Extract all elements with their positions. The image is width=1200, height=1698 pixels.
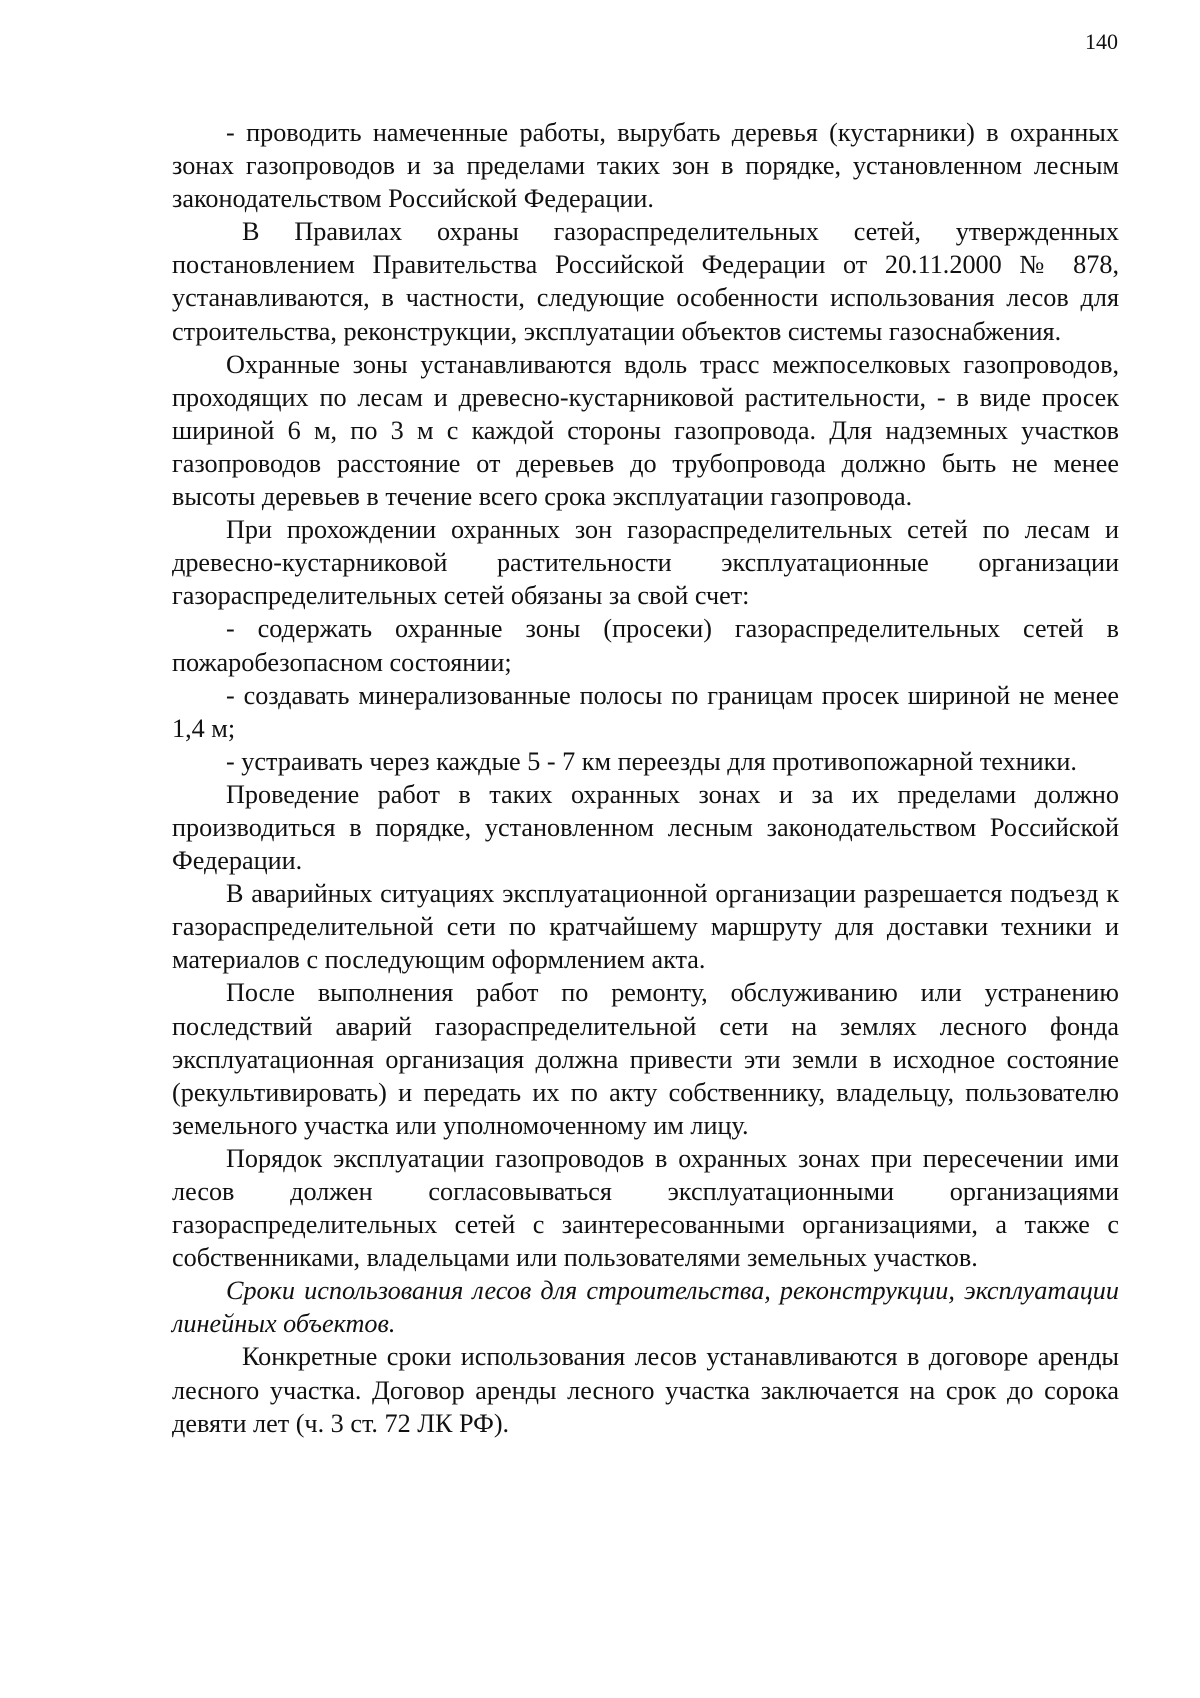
page-number: 140 bbox=[1085, 29, 1118, 54]
paragraph-operator-obligations: При прохождении охранных зон газораспределительных сетей по лесам и древесно-кустарниковой растительности эксплуатационные организации газораспределительных сетей обязаны за свой счет: bbox=[172, 515, 1119, 611]
document-body bbox=[172, 116, 1119, 1440]
paragraph-operation-coordination: Порядок эксплуатации газопроводов в охранных зонах при пересечении ими лесов должен согласовываться эксплуатационными организациями газораспределительных сетей с заинтересованными организациями, а также с собственниками, владельцами или пользователями земельных участков. bbox=[172, 1143, 1119, 1273]
paragraph-bullet-fire-safety: - содержать охранные зоны (просеки) газораспределительных сетей в пожаробезопасном состоянии; bbox=[172, 614, 1119, 677]
section-heading-terms: Сроки использования лесов для строительства, реконструкции, эксплуатации линейных объектов. bbox=[172, 1276, 1119, 1339]
paragraph-bullet-crossings: - устраивать через каждые 5 - 7 км переезды для противопожарной техники. bbox=[226, 746, 1077, 776]
paragraph-recultivation: После выполнения работ по ремонту, обслуживанию или устранению последствий аварий газораспределительной сети на землях лесного фонда эксплуатационная организация должна привести эти земли в исходное состояние (рекультивировать) и передать их по акту собственнику, владельцу, пользователю земельного участка или уполномоченному им лицу. bbox=[172, 978, 1119, 1140]
paragraph-bullet-works: - проводить намеченные работы, вырубать деревья (кустарники) в охранных зонах газопроводов и за пределами таких зон в порядке, установленном лесным законодательством Российской Федерации. bbox=[172, 118, 1119, 214]
paragraph-bullet-mineralized-strips: - создавать минерализованные полосы по границам просек шириной не менее 1,4 м; bbox=[172, 680, 1119, 743]
paragraph-lease-terms: Конкретные сроки использования лесов устанавливаются в договоре аренды лесного участка. Договор аренды лесного участка заключается на срок до сорока девяти лет (ч. 3 ст. 72 ЛК РФ). bbox=[172, 1342, 1119, 1438]
paragraph-works-procedure: Проведение работ в таких охранных зонах и за их пределами должно производиться в порядке, установленном лесным законодательством Российской Федерации. bbox=[172, 779, 1119, 876]
paragraph-protection-zones: Охранные зоны устанавливаются вдоль трасс межпоселковых газопроводов, проходящих по лесам и древесно-кустарниковой растительности, - в виде просек шириной 6 м, по 3 м с каждой стороны газопровода. Для надземных участков газопроводов расстояние от деревьев до трубопровода должно быть не менее высоты деревьев в течение всего срока эксплуатации газопровода. bbox=[172, 349, 1119, 512]
paragraph-emergency-access: В аварийных ситуациях эксплуатационной организации разрешается подъезд к газораспределительной сети по кратчайшему маршруту для доставки техники и материалов с последующим оформлением акта. bbox=[172, 879, 1119, 975]
paragraph-rules-gas-networks: В Правилах охраны газораспределительных сетей, утвержденных постановлением Правительства Российской Федерации от 20.11.2000 № 878, устанавливаются, в частности, следующие особенности использования лесов для строительства, реконструкции, эксплуатации объектов системы газоснабжения. bbox=[172, 217, 1119, 346]
